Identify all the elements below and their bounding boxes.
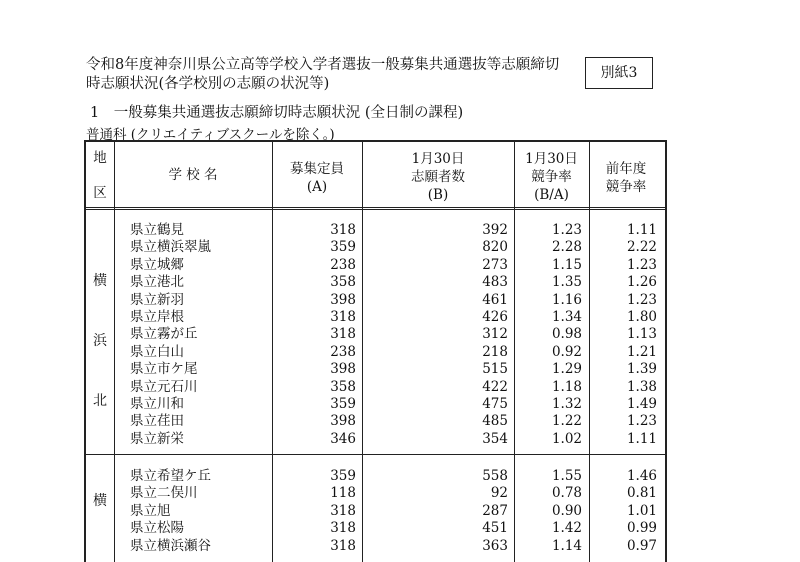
school-name-cell: 県立鶴見: [130, 222, 184, 238]
ratio-cell: 0.98: [551, 326, 582, 343]
applicants-cell: 461: [482, 291, 508, 308]
capacity-cell: 318: [330, 222, 356, 238]
attachment-label: 別紙3: [585, 57, 653, 89]
applicants-cell: 392: [482, 222, 508, 238]
capacity-cell: 318: [330, 309, 356, 325]
school-name-cell: 県立元石川: [130, 378, 198, 395]
prev-ratio-cell: 1.23: [626, 256, 657, 273]
header-region-bottom: 区: [93, 185, 107, 201]
ratio-cell: 0.92: [551, 343, 582, 360]
ratio-cell: 1.35: [551, 274, 582, 291]
section-title: 1 一般募集共通選抜志願締切時志願状況 (全日制の課程): [90, 105, 464, 121]
subsection-title: 普通科 (クリエイティブスクールを除く。): [86, 127, 335, 143]
header-region-top: 地: [93, 150, 107, 166]
prev-ratio-cell: 1.38: [626, 378, 657, 395]
capacity-cell: 398: [330, 413, 356, 430]
school-name-cell: 県立旭: [130, 502, 171, 519]
ratio-cell: 1.29: [551, 361, 582, 378]
school-name-cell: 県立新栄: [130, 430, 184, 447]
prev-ratio-cell: 1.80: [626, 309, 657, 325]
header-ratio-date: 1月30日: [525, 151, 578, 167]
capacity-cell: 118: [330, 485, 356, 502]
ratio-cell: 1.18: [551, 378, 582, 395]
header-rule: [86, 207, 665, 210]
ratio-cell: 1.42: [551, 520, 582, 537]
school-name-cell: 県立白山: [130, 343, 184, 360]
capacity-cell: 359: [330, 468, 356, 484]
ratio-cell: 1.23: [551, 222, 582, 238]
school-name-cell: 県立二俣川: [130, 485, 198, 502]
prev-ratio-cell: 0.81: [626, 485, 657, 502]
ratio-cell: 1.02: [551, 430, 582, 447]
region-char: 北: [93, 393, 107, 409]
ratio-cell: 0.90: [551, 502, 582, 519]
prev-ratio-cell: 0.97: [626, 537, 657, 554]
document-title-line2: 時志願状況(各学校別の志願の状況等): [86, 76, 330, 92]
capacity-cell: 318: [330, 520, 356, 537]
applicants-cell: 485: [482, 413, 508, 430]
region-char: 浜: [93, 333, 107, 349]
ratio-cell: 1.14: [551, 537, 582, 554]
capacity-cell: 358: [330, 378, 356, 395]
capacity-cell: 238: [330, 256, 356, 273]
prev-ratio-cell: 1.49: [626, 396, 657, 412]
applicants-cell: 558: [482, 468, 508, 484]
applicants-cell: 218: [482, 343, 508, 360]
school-name-cell: 県立横浜瀬谷: [130, 537, 211, 554]
applicants-cell: 273: [482, 256, 508, 273]
header-applicants-label: 志願者数: [411, 169, 465, 185]
group-rule: [86, 454, 665, 455]
applicants-cell: 312: [482, 326, 508, 343]
applicants-cell: 92: [490, 485, 508, 502]
applicants-cell: 515: [482, 361, 508, 378]
capacity-cell: 238: [330, 343, 356, 360]
capacity-cell: 346: [330, 430, 356, 447]
school-name-cell: 県立川和: [130, 396, 184, 412]
prev-ratio-cell: 1.23: [626, 413, 657, 430]
header-capacity-label: 募集定員: [290, 161, 344, 177]
capacity-cell: 318: [330, 502, 356, 519]
prev-ratio-cell: 1.13: [626, 326, 657, 343]
ratio-cell: 0.78: [551, 485, 582, 502]
applicants-cell: 363: [482, 537, 508, 554]
prev-ratio-cell: 1.46: [626, 468, 657, 484]
prev-ratio-cell: 1.23: [626, 291, 657, 308]
applicants-cell: 475: [482, 396, 508, 412]
header-capacity-unit: (A): [306, 179, 328, 195]
school-name-cell: 県立城郷: [130, 256, 184, 273]
school-name-cell: 県立市ケ尾: [130, 361, 198, 378]
header-applicants-unit: (B): [427, 187, 449, 203]
header-prev-ratio-bottom: 競争率: [605, 179, 647, 195]
region-char: 横: [93, 273, 107, 289]
applicants-cell: 287: [482, 502, 508, 519]
prev-ratio-cell: 1.11: [626, 222, 657, 238]
applicants-cell: 422: [482, 378, 508, 395]
capacity-cell: 359: [330, 396, 356, 412]
prev-ratio-cell: 1.01: [626, 502, 657, 519]
region-char: 横: [93, 493, 107, 509]
header-school: 学 校 名: [168, 167, 218, 183]
header-applicants-date: 1月30日: [411, 151, 465, 167]
school-name-cell: 県立希望ケ丘: [130, 468, 211, 484]
applicant-status-table: [84, 140, 667, 562]
capacity-cell: 398: [330, 361, 356, 378]
school-name-cell: 県立荏田: [130, 413, 184, 430]
applicants-cell: 820: [482, 239, 508, 256]
ratio-cell: 1.15: [551, 256, 582, 273]
capacity-cell: 358: [330, 274, 356, 291]
applicants-cell: 354: [482, 430, 508, 447]
capacity-cell: 359: [330, 239, 356, 256]
school-name-cell: 県立港北: [130, 274, 184, 291]
ratio-cell: 1.34: [551, 309, 582, 325]
prev-ratio-cell: 1.21: [626, 343, 657, 360]
school-name-cell: 県立新羽: [130, 291, 184, 308]
header-prev-ratio-top: 前年度: [605, 161, 647, 177]
ratio-cell: 1.55: [551, 468, 582, 484]
col-divider-region: [114, 142, 115, 562]
prev-ratio-cell: 1.11: [626, 430, 657, 447]
prev-ratio-cell: 0.99: [626, 520, 657, 537]
prev-ratio-cell: 2.22: [626, 239, 657, 256]
capacity-cell: 398: [330, 291, 356, 308]
applicants-cell: 451: [482, 520, 508, 537]
school-name-cell: 県立松陽: [130, 520, 184, 537]
capacity-cell: 318: [330, 326, 356, 343]
applicants-cell: 483: [482, 274, 508, 291]
prev-ratio-cell: 1.26: [626, 274, 657, 291]
ratio-cell: 1.16: [551, 291, 582, 308]
ratio-cell: 1.32: [551, 396, 582, 412]
applicants-cell: 426: [482, 309, 508, 325]
header-ratio-unit: (B/A): [534, 187, 569, 203]
ratio-cell: 1.22: [551, 413, 582, 430]
prev-ratio-cell: 1.39: [626, 361, 657, 378]
school-name-cell: 県立霧が丘: [130, 326, 198, 343]
school-name-cell: 県立岸根: [130, 309, 184, 325]
document-title-line1: 令和8年度神奈川県公立高等学校入学者選抜一般募集共通選抜等志願締切: [86, 57, 560, 73]
school-name-cell: 県立横浜翠嵐: [130, 239, 211, 256]
header-ratio-label: 競争率: [531, 169, 572, 185]
ratio-cell: 2.28: [551, 239, 582, 256]
capacity-cell: 318: [330, 537, 356, 554]
